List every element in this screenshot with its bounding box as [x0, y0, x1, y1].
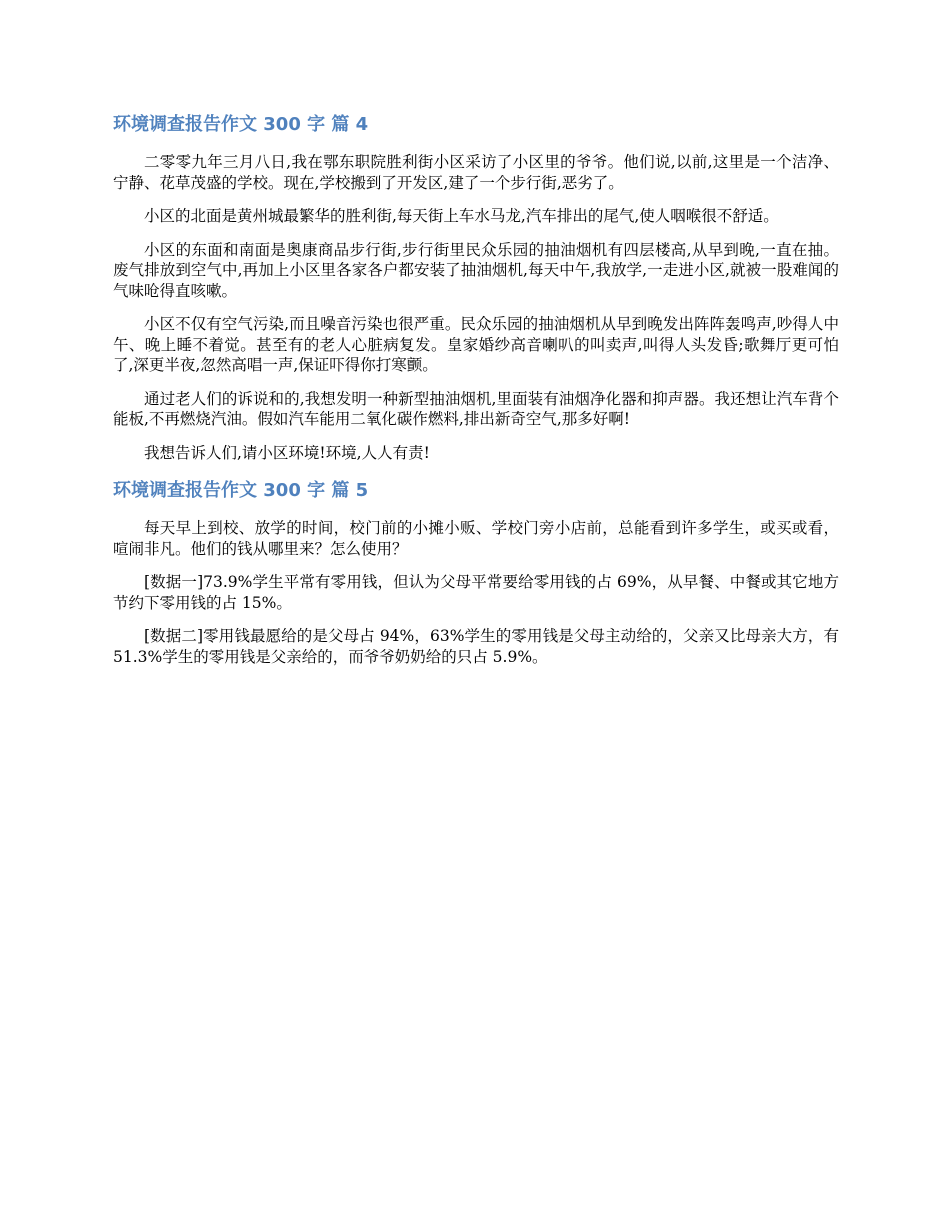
- paragraph: 小区的北面是黄州城最繁华的胜利街,每天街上车水马龙,汽车排出的尾气,使人咽喉很不舒适。: [144, 207, 779, 225]
- section-title: 环境调查报告作文 300 字 篇 5: [113, 480, 369, 501]
- paragraph: 我想告诉人们,请小区环境!环境,人人有责!: [144, 443, 430, 462]
- paragraph: 每天早上到校、放学的时间，校门前的小摊小贩、学校门旁小店前，总能看到许多学生，或买或看，喧闹非凡。他们的钱从哪里来？怎么使用？: [113, 519, 839, 558]
- section-title: 环境调查报告作文 300 字 篇 4: [113, 114, 369, 135]
- document-page: [113, 110, 839, 680]
- paragraph: [数据一]73.9%学生平常有零用钱，但认为父母平常要给零用钱的占 69%，从早餐、中餐或其它地方节约下零用钱的占 15%。: [113, 573, 839, 612]
- section-5: [113, 476, 839, 667]
- paragraph: [数据二]零用钱最愿给的是父母占 94%，63%学生的零用钱是父母主动给的，父亲又比母亲大方，有 51.3%学生的零用钱是父亲给的，而爷爷奶奶给的只占 5.9%。: [113, 627, 839, 666]
- section-4: [113, 110, 839, 463]
- paragraph: 通过老人们的诉说和的,我想发明一种新型抽油烟机,里面装有油烟净化器和抑声器。我还想让汽车背个能板,不再燃烧汽油。假如汽车能用二氧化碳作燃料,排出新奇空气,那多好啊!: [113, 389, 839, 428]
- paragraph: 二零零九年三月八日,我在鄂东职院胜利街小区采访了小区里的爷爷。他们说,以前,这里是一个洁净、宁静、花草茂盛的学校。现在,学校搬到了开发区,建了一个步行街,恶劣了。: [113, 153, 839, 192]
- paragraph: 小区不仅有空气污染,而且噪音污染也很严重。民众乐园的抽油烟机从早到晚发出阵阵轰鸣声,吵得人中午、晚上睡不着觉。甚至有的老人心脏病复发。皇家婚纱高音喇叭的叫卖声,叫得人头发昏;歌舞厅更可怕了,深更半夜,忽然高唱一声,保证吓得你打寒颤。: [113, 315, 839, 374]
- paragraph: 小区的东面和南面是奥康商品步行街,步行街里民众乐园的抽油烟机有四层楼高,从早到晚,一直在抽。废气排放到空气中,再加上小区里各家各户都安装了抽油烟机,每天中午,我放学,一走进小区,就被一股难闻的气味呛得直咳嗽。: [113, 240, 839, 300]
